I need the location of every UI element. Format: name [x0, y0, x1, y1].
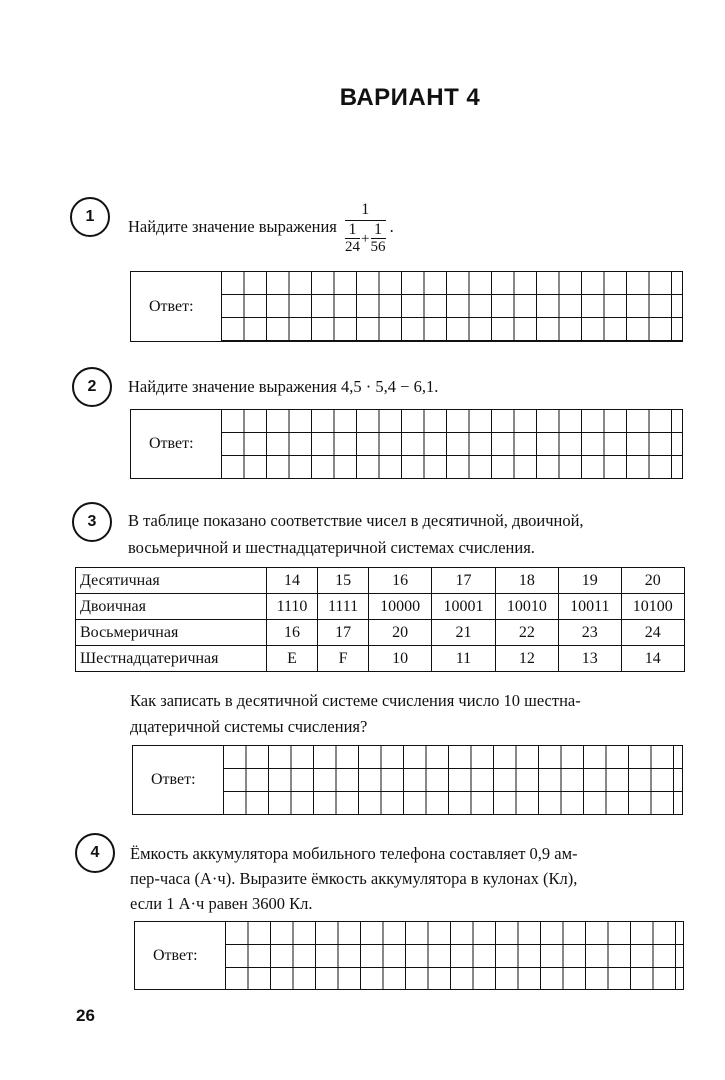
- table-row: [76, 568, 685, 594]
- table-row-header: Шестнадцатеричная: [76, 646, 267, 672]
- table-cell: 16: [368, 568, 431, 594]
- table-cell: 19: [559, 568, 622, 594]
- table-cell: 1111: [318, 594, 369, 620]
- answer-grid[interactable]: [223, 746, 682, 814]
- table-row: [76, 620, 685, 646]
- table-cell: 16: [266, 620, 317, 646]
- table-row: [76, 646, 685, 672]
- question-3-number: 3: [72, 502, 112, 542]
- page-number: 26: [76, 1006, 95, 1025]
- table-cell: 23: [559, 620, 622, 646]
- table-cell: 12: [495, 646, 558, 672]
- table-cell: F: [318, 646, 369, 672]
- answer-label: Ответ:: [153, 946, 198, 964]
- question-2-number: 2: [72, 367, 112, 407]
- question-1-prompt: Найдите значение выражения: [128, 216, 337, 236]
- fraction-numerator: 1: [345, 200, 385, 221]
- question-4-text-line-3: если 1 А·ч равен 3600 Кл.: [130, 894, 313, 913]
- table-cell: 24: [621, 620, 684, 646]
- table-cell: 10001: [432, 594, 495, 620]
- table-cell: 15: [318, 568, 369, 594]
- inner-fraction-1-num: 1: [345, 221, 360, 239]
- table-cell: 13: [559, 646, 622, 672]
- table-cell: 18: [495, 568, 558, 594]
- table-cell: 1110: [266, 594, 317, 620]
- table-row-header: Двоичная: [76, 594, 267, 620]
- answer-grid[interactable]: [221, 410, 682, 478]
- question-2-text: Найдите значение выражения 4,5 · 5,4 − 6,1.: [128, 377, 439, 396]
- table-cell: 20: [368, 620, 431, 646]
- question-3-text-line-1: В таблице показано соответствие чисел в десятичной, двоичной,: [128, 511, 584, 530]
- answer-box-3[interactable]: [132, 745, 683, 815]
- table-cell: 14: [621, 646, 684, 672]
- question-1-period: .: [389, 216, 394, 236]
- table-cell: 10000: [368, 594, 431, 620]
- table-cell: 22: [495, 620, 558, 646]
- table-cell: 21: [432, 620, 495, 646]
- table-cell: 10011: [559, 594, 622, 620]
- fraction-denominator: [345, 221, 385, 256]
- table-cell: 14: [266, 568, 317, 594]
- table-cell: 10100: [621, 594, 684, 620]
- number-systems-table: [75, 567, 685, 672]
- question-4-text-line-1: Ёмкость аккумулятора мобильного телефона составляет 0,9 ам-: [130, 844, 578, 863]
- table-row-header: Десятичная: [76, 568, 267, 594]
- question-1-text: [128, 200, 394, 256]
- table-cell: 20: [621, 568, 684, 594]
- table-cell: 17: [432, 568, 495, 594]
- answer-label: Ответ:: [149, 435, 194, 452]
- table-cell: 10: [368, 646, 431, 672]
- answer-label: Ответ:: [149, 297, 194, 315]
- table-row: [76, 594, 685, 620]
- inner-fraction-2: [371, 221, 386, 256]
- inner-fraction-2-den: 56: [370, 239, 386, 255]
- question-1-fraction: [345, 200, 385, 256]
- question-3-question-line-2: дцатеричной системы счисления?: [130, 717, 368, 736]
- question-1-number: 1: [70, 197, 110, 237]
- table-cell: 17: [318, 620, 369, 646]
- answer-box-4[interactable]: [134, 921, 684, 990]
- variant-title: ВАРИАНТ 4: [339, 84, 481, 111]
- answer-label: Ответ:: [151, 771, 196, 788]
- table-cell: 10010: [495, 594, 558, 620]
- answer-grid[interactable]: [225, 922, 683, 989]
- inner-fraction-1: [345, 221, 360, 256]
- table-cell: 11: [432, 646, 495, 672]
- answer-box-1[interactable]: [130, 271, 683, 342]
- question-4-text-line-2: пер-часа (А·ч). Выразите ёмкость аккумулятора в кулонах (Кл),: [130, 869, 578, 888]
- answer-grid[interactable]: [221, 272, 682, 341]
- table-row-header: Восьмеричная: [76, 620, 267, 646]
- question-3-question-line-1: Как записать в десятичной системе счисления число 10 шестна-: [130, 691, 581, 710]
- plus-sign: +: [361, 230, 370, 247]
- question-3-text-line-2: восьмеричной и шестнадцатеричной системах счисления.: [128, 538, 535, 557]
- question-4-number: 4: [75, 833, 115, 873]
- inner-fraction-1-den: 24: [345, 239, 361, 255]
- table-cell: E: [266, 646, 317, 672]
- inner-fraction-2-num: 1: [371, 221, 386, 239]
- answer-box-2[interactable]: [130, 409, 683, 479]
